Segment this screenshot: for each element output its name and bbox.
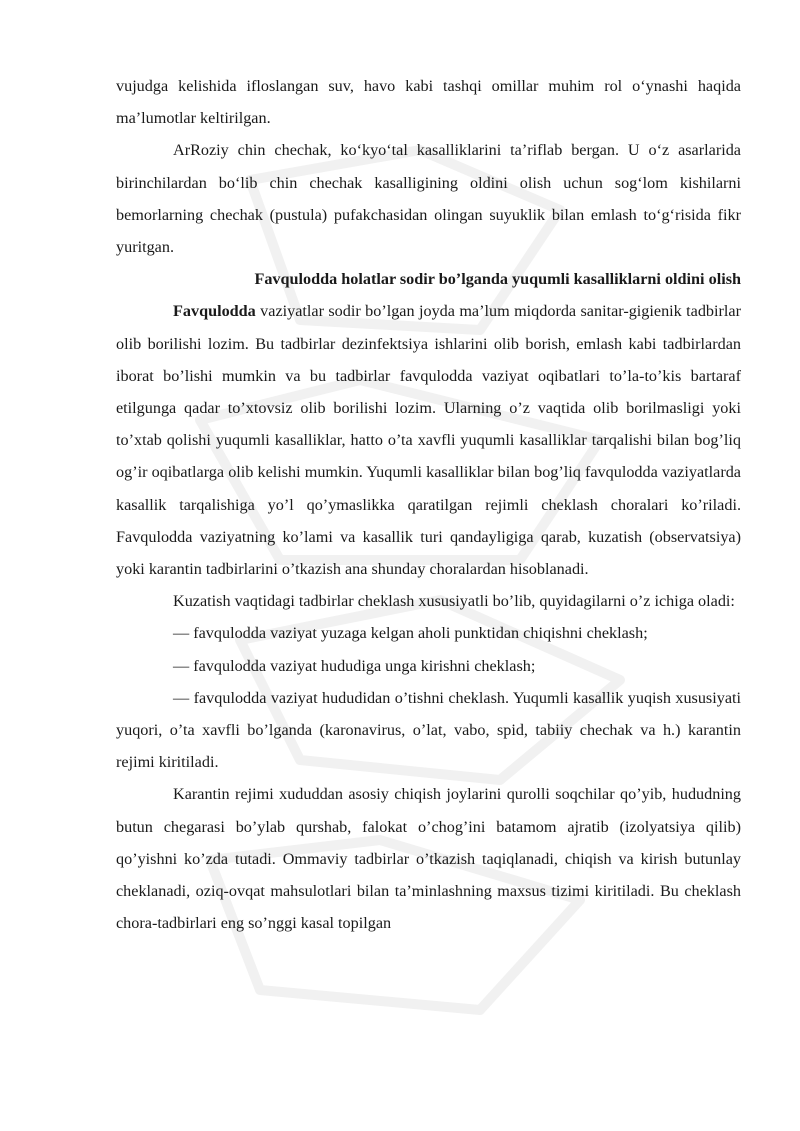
paragraph-favqulodda-text: vaziyatlar sodir bo’lgan joyda ma’lum miqdorda sanitar-gigienik tadbirlar olib borilishi lozim. Bu tadbirlar dezinfektsiya ishlarini olib borish, emlash kabi tadbirlardan iborat bo’lishi mumkin va bu tadbirlar favqulodda vaziyat oqibatlari to’la-to’kis bartaraf etilgunga qadar to’xtovsiz olib borilishi lozim. Ularning o’z vaqtida olib borilmasligi yoki to’xtab qolishi yuqumli kasalliklar, hatto o’ta xavfli yuqumli kasalliklar tarqalishi bilan bog’liq og’ir oqibatlarga olib kelishi mumkin. Yuqumli kasalliklar bilan bog’liq favqulodda vaziyatlarda kasallik tarqalishiga yo’l qo’ymaslikka qaratilgan rejimli cheklash choralari ko’riladi. Favqulodda vaziyatning ko’lami va kasallik turi qandayligiga qarab, kuzatish (observatsiya) yoki karantin tadbirlarini o’tkazish ana shunday choralardan hisoblanadi.	[116, 302, 741, 579]
list-item: — favqulodda vaziyat hududiga unga kirishni cheklash;	[173, 656, 536, 675]
list-item: — favqulodda vaziyat yuzaga kelgan aholi punktidan chiqishni cheklash;	[173, 624, 648, 643]
paragraph-kuzatish: Kuzatish vaqtidagi tadbirlar cheklash xususiyatli bo’lib, quyidagilarni o’z ichiga oladi:	[173, 592, 735, 611]
bold-lead-word: Favqulodda	[173, 302, 256, 321]
paragraph-arroziy: ArRoziy chin chechak, ko‘kyo‘tal kasalliklarini ta’riflab bergan. U o‘z asarlarida birinchilardan bo‘lib chin chechak kasalligining oldini olish uchun sog‘lom kishilarni bemorlarning chechak (pustula) pufakchasidan olingan suyuklik bilan emlash to‘g‘risida fikr yuritgan.	[116, 141, 741, 257]
paragraph-favqulodda	[116, 295, 741, 585]
paragraph-continuation: vujudga kelishida ifloslangan suv, havo kabi tashqi omillar muhim rol o‘ynashi haqida ma’lumotlar keltirilgan.	[116, 77, 741, 128]
list-item: — favqulodda vaziyat hududidan o’tishni cheklash. Yuqumli kasallik yuqish xususiyati yuqori, o’ta xavfli bo’lganda (karonavirus, o’lat, vabo, spid, tabiiy chechak va h.) karantin rejimi kiritiladi.	[116, 688, 741, 772]
section-heading: Favqulodda holatlar sodir bo’lganda yuqumli kasalliklarni oldini olish	[254, 270, 741, 289]
document-page	[116, 70, 741, 939]
paragraph-karantin: Karantin rejimi xududdan asosiy chiqish joylarini qurolli soqchilar qo’yib, hududning butun chegarasi bo’ylab qurshab, falokat o’chog’ini batamom ajratib (izolyatsiya qilib) qo’yishni ko’zda tutadi. Ommaviy tadbirlar o’tkazish taqiqlanadi, chiqish va kirish butunlay cheklanadi, oziq-ovqat mahsulotlari bilan ta’minlashning maxsus tizimi kiritiladi. Bu cheklash chora-tadbirlari eng so’nggi kasal topilgan	[116, 785, 741, 933]
